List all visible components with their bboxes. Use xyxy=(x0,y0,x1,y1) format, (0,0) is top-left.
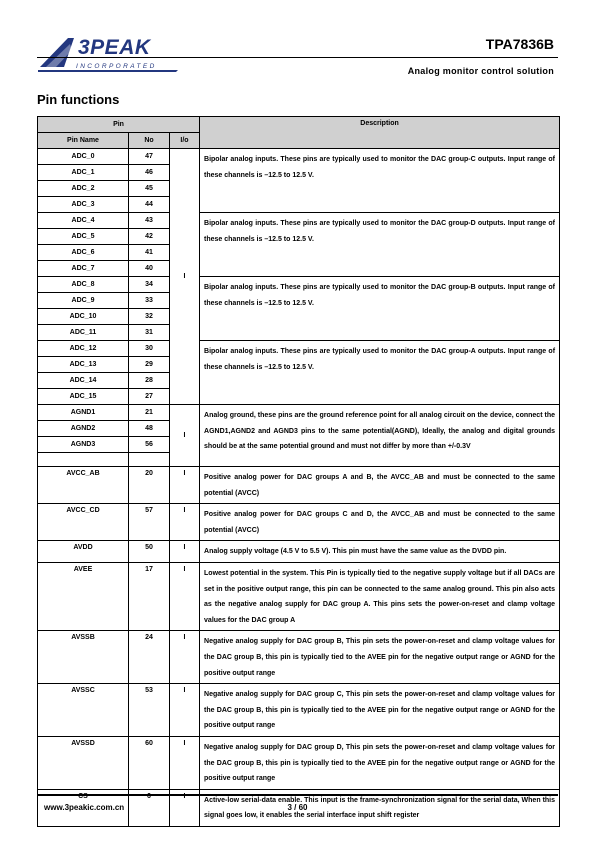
pin-number: 28 xyxy=(129,373,170,389)
pin-name: AVCC_CD xyxy=(38,504,129,541)
pin-number: 32 xyxy=(129,309,170,325)
pin-number: 46 xyxy=(129,165,170,181)
pin-number: 42 xyxy=(129,229,170,245)
pin-name: ADC_12 xyxy=(38,341,129,357)
header-pin: Pin xyxy=(38,117,200,133)
pin-number: 53 xyxy=(129,684,170,737)
pin-name: ADC_1 xyxy=(38,165,129,181)
header-divider xyxy=(37,57,558,58)
table-row xyxy=(38,213,560,229)
pin-description: Negative analog supply for DAC group C, This pin sets the power-on-reset and clamp voltage values for the DAC group B, this pin is typically tied to the AVEE pin for the negative output range or AGND for the positive output range xyxy=(200,684,560,737)
pin-number: 20 xyxy=(129,467,170,504)
table-row xyxy=(38,341,560,357)
pin-number: 60 xyxy=(129,736,170,789)
pin-name: AVSSB xyxy=(38,631,129,684)
document-title: TPA7836B xyxy=(485,36,554,52)
pin-number: 50 xyxy=(129,541,170,563)
pin-name: ADC_0 xyxy=(38,149,129,165)
pin-number: 34 xyxy=(129,277,170,293)
pin-description: Bipolar analog inputs. These pins are typically used to monitor the DAC group-D outputs. Input range of these channels is –12.5 to 12.5 V. xyxy=(200,213,560,277)
pin-name: AVSSC xyxy=(38,684,129,737)
pin-name: ADC_15 xyxy=(38,389,129,405)
pin-name: ADC_8 xyxy=(38,277,129,293)
table-row xyxy=(38,467,560,504)
pin-number: 47 xyxy=(129,149,170,165)
header-description: Description xyxy=(200,117,560,149)
pin-name: CS xyxy=(38,789,129,826)
pin-number: 27 xyxy=(129,389,170,405)
pin-number: 17 xyxy=(129,562,170,630)
pin-name: AGND2 xyxy=(38,421,129,437)
pin-name: AVEE xyxy=(38,562,129,630)
pin-description: Positive analog power for DAC groups A and B, the AVCC_AB and must be connected to the same potential (AVCC) xyxy=(200,467,560,504)
pin-description: Bipolar analog inputs. These pins are typically used to monitor the DAC group-B outputs. Input range of these channels is –12.5 to 12.5 V. xyxy=(200,277,560,341)
pin-number: 29 xyxy=(129,357,170,373)
pin-io: I xyxy=(170,736,200,789)
pin-description: Analog supply voltage (4.5 V to 5.5 V). This pin must have the same value as the DVDD pin. xyxy=(200,541,560,563)
table-row xyxy=(38,541,560,563)
document-subtitle: Analog monitor control solution xyxy=(407,66,554,76)
pin-name: ADC_13 xyxy=(38,357,129,373)
logo-text: 3PEAK xyxy=(78,36,151,59)
section-title: Pin functions xyxy=(37,92,120,107)
pin-name: AGND3 xyxy=(38,437,129,453)
pin-name: AVDD xyxy=(38,541,129,563)
page-number: 3 / 60 xyxy=(287,803,308,812)
table-row xyxy=(38,562,560,630)
table-row xyxy=(38,149,560,165)
pin-number: 48 xyxy=(129,421,170,437)
pin-functions-table xyxy=(37,116,560,827)
pin-number: 6 xyxy=(129,789,170,826)
pin-number: 21 xyxy=(129,405,170,421)
pin-name: ADC_7 xyxy=(38,261,129,277)
pin-description: Analog ground, these pins are the ground reference point for all analog circuit on the device, connect the AGND1,AGND2 and AGND3 pins to the same potential(AGND), Ideally, the analog and digital grounds should be at the same potential ground and must not differ by more than +/-0.3V xyxy=(200,405,560,467)
header-no: No xyxy=(129,133,170,149)
pin-name: ADC_2 xyxy=(38,181,129,197)
pin-io: I xyxy=(170,504,200,541)
pin-description: Positive analog power for DAC groups C and D, the AVCC_AB and must be connected to the same potential (AVCC) xyxy=(200,504,560,541)
pin-name: AGND1 xyxy=(38,405,129,421)
table-row xyxy=(38,504,560,541)
pin-number: 40 xyxy=(129,261,170,277)
pin-name: ADC_10 xyxy=(38,309,129,325)
table-row xyxy=(38,684,560,737)
pin-description: Lowest potential in the system. This Pin is typically tied to the negative supply voltage but if all DACs are set in the positive output range, this pin can be connected to the same analog ground. This pin also acts as the negative analog supply for DAC group A. This pins sets the power-on-reset and clamp voltage values for the DAC group A xyxy=(200,562,560,630)
table-row xyxy=(38,405,560,421)
pin-name: ADC_3 xyxy=(38,197,129,213)
pin-number: 45 xyxy=(129,181,170,197)
pin-io: I xyxy=(170,684,200,737)
pin-number: 41 xyxy=(129,245,170,261)
pin-number: 31 xyxy=(129,325,170,341)
pin-name: ADC_5 xyxy=(38,229,129,245)
pin-io: I xyxy=(170,405,200,467)
pin-description: Negative analog supply for DAC group D, This pin sets the power-on-reset and clamp voltage values for the DAC group B, this pin is typically tied to the AVEE pin for the negative output range or AGND for the positive output range xyxy=(200,736,560,789)
pin-name: ADC_6 xyxy=(38,245,129,261)
pin-number: 24 xyxy=(129,631,170,684)
header-io: I/o xyxy=(170,133,200,149)
pin-name: AVCC_AB xyxy=(38,467,129,504)
pin-number: 30 xyxy=(129,341,170,357)
pin-number: 57 xyxy=(129,504,170,541)
pin-name: ADC_4 xyxy=(38,213,129,229)
pin-name: AVSSD xyxy=(38,736,129,789)
pin-description: Bipolar analog inputs. These pins are typically used to monitor the DAC group-C outputs. Input range of these channels is –12.5 to 12.5 V. xyxy=(200,149,560,213)
pin-io: I xyxy=(170,789,200,826)
pin-number: 43 xyxy=(129,213,170,229)
table-row xyxy=(38,277,560,293)
footer-url: www.3peakic.com.cn xyxy=(44,803,125,812)
table-row xyxy=(38,631,560,684)
footer-divider xyxy=(37,794,558,796)
pin-description: Active-low serial-data enable. This input is the frame-synchronization signal for the serial data, When this signal goes low, it enables the serial interface input shift register xyxy=(200,789,560,826)
pin-io: I xyxy=(170,631,200,684)
pin-name: ADC_14 xyxy=(38,373,129,389)
pin-io: I xyxy=(170,541,200,563)
pin-name: ADC_11 xyxy=(38,325,129,341)
pin-io: I xyxy=(170,562,200,630)
pin-number: 33 xyxy=(129,293,170,309)
pin-io: I xyxy=(170,467,200,504)
pin-description: Bipolar analog inputs. These pins are typically used to monitor the DAC group-A outputs. Input range of these channels is –12.5 to 12.5 V. xyxy=(200,341,560,405)
pin-name: ADC_9 xyxy=(38,293,129,309)
pin-description: Negative analog supply for DAC group B, This pin sets the power-on-reset and clamp voltage values for the DAC group B, this pin is typically tied to the AVEE pin for the negative output range or AGND for the positive output range xyxy=(200,631,560,684)
table-row xyxy=(38,736,560,789)
header-pin-name: Pin Name xyxy=(38,133,129,149)
pin-number: 44 xyxy=(129,197,170,213)
pin-number: 56 xyxy=(129,437,170,453)
logo-subtitle: INCORPORATED xyxy=(76,63,157,70)
pin-io: I xyxy=(170,149,200,405)
